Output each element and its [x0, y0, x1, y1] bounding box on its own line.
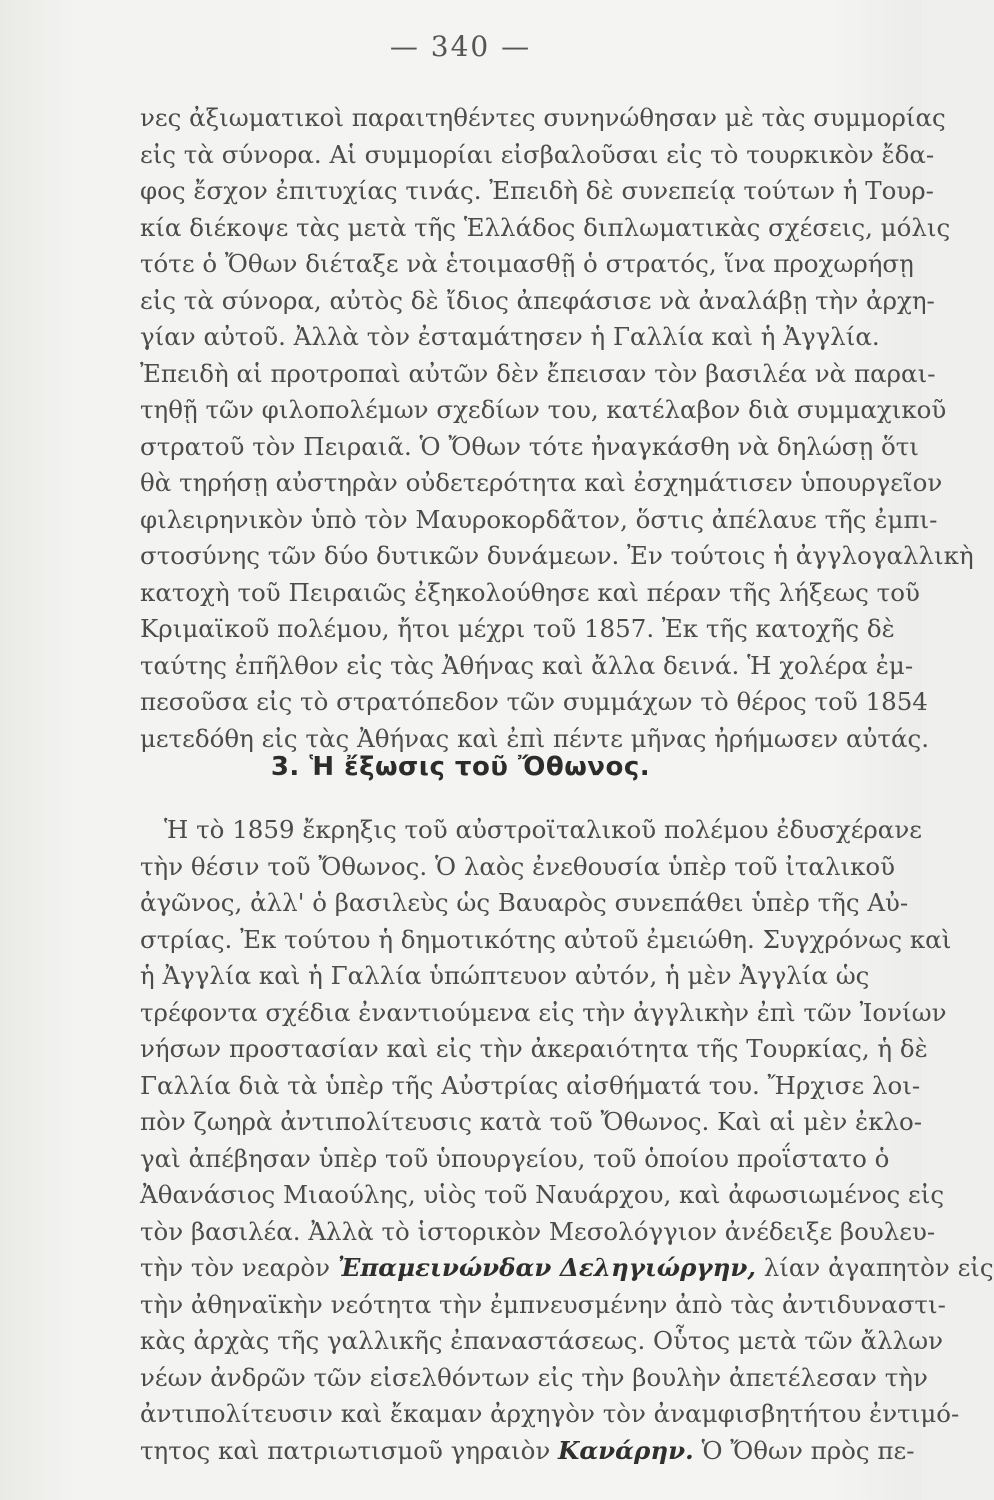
- text-line: Κριμαϊκοῦ πολέμου, ἤτοι μέχρι τοῦ 1857. Ἐκ τῆς κατοχῆς δὲ: [140, 614, 895, 643]
- text-line: τὸν βασιλέα. Ἀλλὰ τὸ ἱστορικὸν Μεσολόγγιον ἀνέδειξε βουλευ-: [140, 1216, 936, 1246]
- page-number: — 340 —: [389, 30, 532, 63]
- text-line: Ἡ τὸ 1859 ἔκρηξις τοῦ αὐστροϊταλικοῦ πολέμου ἐδυσχέρανε: [164, 815, 922, 844]
- text-line: κατοχὴ τοῦ Πειραιῶς ἐξηκολούθησε καὶ πέραν τῆς λήξεως τοῦ: [140, 577, 920, 607]
- text-line: τότε ὁ Ὄθων διέταξε νὰ ἑτοιμασθῇ ὁ στρατός, ἵνα προχωρήσῃ: [140, 249, 914, 278]
- paragraph-block-1: [140, 100, 974, 757]
- text-line: ἀγῶνος, ἀλλ' ὁ βασιλεὺς ὡς Βαυαρὸς συνεπάθει ὑπὲρ τῆς Αὐ-: [140, 888, 909, 917]
- text-line: γαὶ ἀπέβησαν ὑπὲρ τοῦ ὑπουργείου, τοῦ ὁποίου προΐστατο ὁ: [140, 1143, 890, 1173]
- text-line: στρίας. Ἐκ τούτου ἡ δημοτικότης αὐτοῦ ἐμειώθη. Συγχρόνως καὶ: [140, 924, 952, 954]
- text-line: τὴν θέσιν τοῦ Ὄθωνος. Ὁ λαὸς ἐνεθουσία ὑπὲρ τοῦ ἰταλικοῦ: [140, 851, 896, 881]
- text-line: φιλειρηνικὸν ὑπὸ τὸν Μαυροκορδᾶτον, ὅστις ἀπέλαυε τῆς ἐμπι-: [140, 504, 938, 534]
- text-line: Γαλλία διὰ τὰ ὑπὲρ τῆς Αὐστρίας αἰσθήματά του. Ἤρχισε λοι-: [140, 1070, 921, 1100]
- text-line: τηθῇ τῶν φιλοπολέμων σχεδίων του, κατέλαβον διὰ συμμαχικοῦ: [140, 395, 947, 424]
- text-line: τὴν ἀθηναϊκὴν νεότητα τὴν ἐμπνευσμένην ἀπὸ τὰς ἀντιδυναστι-: [140, 1289, 946, 1319]
- text-line: Ἐπειδὴ αἱ προτροπαὶ αὐτῶν δὲν ἔπεισαν τὸν βασιλέα νὰ παραι-: [140, 358, 936, 388]
- text-line: στοσύνης τῶν δύο δυτικῶν δυνάμεων. Ἐν τούτοις ἡ ἀγγλογαλλικὴ: [140, 541, 974, 570]
- text-line: μετεδόθη εἰς τὰς Ἀθήνας καὶ ἐπὶ πέντε μῆνας ἠρήμωσεν αὐτάς.: [140, 723, 930, 753]
- text-line: νες ἀξιωματικοὶ παραιτηθέντες συνηνώθησαν μὲ τὰς συμμορίας: [140, 103, 946, 132]
- text-line: θὰ τηρήσῃ αὐστηρὰν οὐδετερότητα καὶ ἐσχημάτισεν ὑπουργεῖον: [140, 468, 943, 497]
- text-line: φος ἔσχον ἐπιτυχίας τινάς. Ἐπειδὴ δὲ συνεπείᾳ τούτων ἡ Τουρ-: [140, 176, 934, 205]
- name-kanaris: Κανάρην.: [558, 1435, 694, 1465]
- text-line: τρέφοντα σχέδια ἐναντιούμενα εἰς τὴν ἀγγλικὴν ἐπὶ τῶν Ἰονίων: [140, 997, 947, 1027]
- line-pre: τητος καὶ πατριωτισμοῦ γηραιὸν: [140, 1435, 559, 1465]
- text-line-kanaris: [140, 1433, 915, 1470]
- text-line: πεσοῦσα εἰς τὸ στρατόπεδον τῶν συμμάχων τὸ θέρος τοῦ 1854: [140, 687, 928, 716]
- text-line: ἀντιπολίτευσιν καὶ ἔκαμαν ἀρχηγὸν τὸν ἀναμφισβητήτου ἐντιμό-: [140, 1399, 960, 1428]
- line-post: λίαν ἀγαπητὸν εἰς: [755, 1253, 994, 1282]
- text-line: νήσων προστασίαν καὶ εἰς τὴν ἀκεραιότητα τῆς Τουρκίας, ἡ δὲ: [140, 1034, 928, 1063]
- line-post: Ὁ Ὄθων πρὸς πε-: [693, 1435, 915, 1465]
- text-line: στρατοῦ τὸν Πειραιᾶ. Ὁ Ὄθων τότε ἠναγκάσθη νὰ δηλώσῃ ὅτι: [140, 431, 919, 461]
- text-line: γίαν αὐτοῦ. Ἀλλὰ τὸν ἐσταμάτησεν ἡ Γαλλία καὶ ἡ Ἀγγλία.: [140, 322, 880, 351]
- text-line-epaminondas: [140, 1250, 994, 1287]
- line-pre: τὴν τὸν νεαρὸν: [140, 1253, 338, 1282]
- name-deligiorgis: Ἐπαμεινώνδαν Δεληγιώργην,: [337, 1253, 756, 1282]
- text-line: ταύτης ἐπῆλθον εἰς τὰς Ἀθήνας καὶ ἄλλα δεινά. Ἡ χολέρα ἐμ-: [140, 650, 914, 680]
- text-line: κία διέκοψε τὰς μετὰ τῆς Ἑλλάδος διπλωματικὰς σχέσεις, μόλις: [140, 212, 951, 242]
- text-line: εἰς τὰ σύνορα. Αἱ συμμορίαι εἰσβαλοῦσαι εἰς τὸ τουρκικὸν ἔδα-: [140, 139, 935, 169]
- paragraph-block-2: [140, 812, 994, 1469]
- text-line: ἡ Ἀγγλία καὶ ἡ Γαλλία ὑπώπτευον αὐτόν, ἡ μὲν Ἀγγλία ὡς: [140, 961, 870, 990]
- text-line: πὸν ζωηρὰ ἀντιπολίτευσις κατὰ τοῦ Ὄθωνος. Καὶ αἱ μὲν ἐκλο-: [140, 1107, 923, 1136]
- text-line: Ἀθανάσιος Μιαούλης, υἱὸς τοῦ Ναυάρχου, καὶ ἀφωσιωμένος εἰς: [140, 1180, 945, 1209]
- text-line: νέων ἀνδρῶν τῶν εἰσελθόντων εἰς τὴν βουλὴν ἀπετέλεσαν τὴν: [140, 1362, 928, 1392]
- section-heading: 3. Ἡ ἔξωσις τοῦ Ὄθωνος.: [270, 752, 651, 782]
- text-line: κὰς ἀρχὰς τῆς γαλλικῆς ἐπαναστάσεως. Οὗτος μετὰ τῶν ἄλλων: [140, 1326, 944, 1355]
- text-line: εἰς τὰ σύνορα, αὐτὸς δὲ ἴδιος ἀπεφάσισε νὰ ἀναλάβῃ τὴν ἀρχη-: [140, 285, 935, 315]
